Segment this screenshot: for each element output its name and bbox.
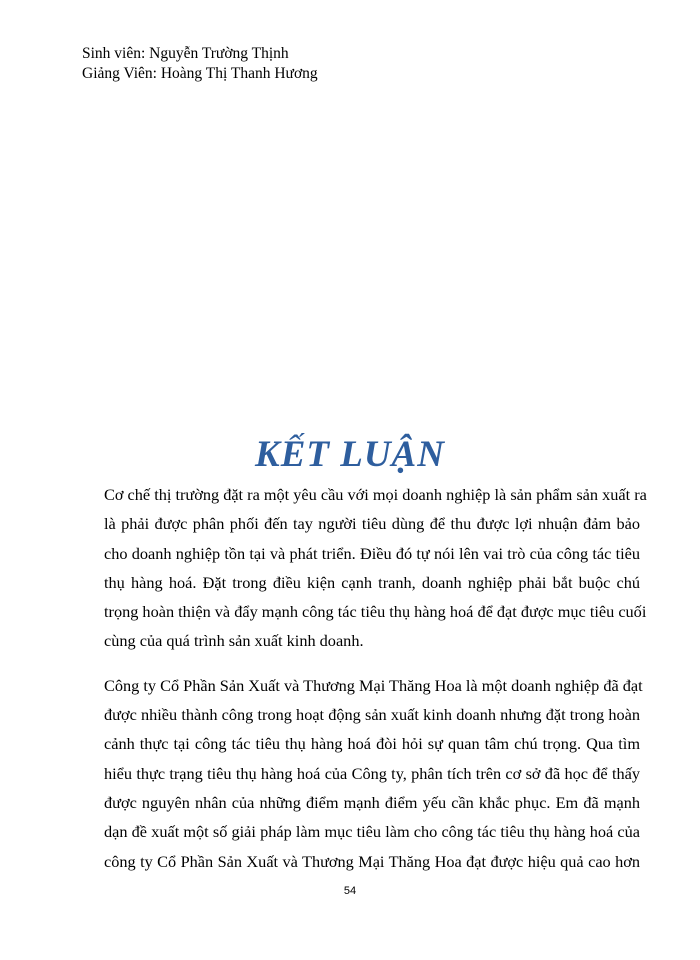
text-line: thụ hàng hoá. Đặt trong điều kiện cạnh tranh, doanh nghiệp phải bắt buộc chú bbox=[104, 572, 640, 592]
text-line: trọng hoàn thiện và đẩy mạnh công tác tiêu thụ hàng hoá để đạt được mục tiêu cuối bbox=[104, 602, 647, 622]
section-title: KẾT LUẬN bbox=[255, 434, 445, 475]
text-line: cảnh thực tại công tác tiêu thụ hàng hoá đòi hỏi sự quan tâm chú trọng. Qua tìm bbox=[104, 734, 640, 754]
text-line: được nhiều thành công trong hoạt động sản xuất kinh doanh nhưng đặt trong hoàn bbox=[104, 705, 640, 725]
text-line: được nguyên nhân của những điểm mạnh điểm yếu cần khắc phục. Em đã mạnh bbox=[104, 792, 640, 812]
text-line: cho doanh nghiệp tồn tại và phát triển. Điều đó tự nói lên vai trò của công tác tiêu bbox=[104, 543, 640, 563]
text-line: cùng của quá trình sản xuất kinh doanh. bbox=[104, 631, 364, 651]
text-line: dạn đề xuất một số giải pháp làm mục tiêu làm cho công tác tiêu thụ hàng hoá của bbox=[104, 822, 640, 842]
body-text bbox=[104, 480, 647, 876]
paragraph-1 bbox=[104, 480, 647, 656]
text-line: công ty Cổ Phần Sản Xuất và Thương Mại Thăng Hoa đạt được hiệu quả cao hơn bbox=[104, 851, 640, 871]
page-number: 54 bbox=[343, 885, 357, 897]
text-line: hiểu thực trạng tiêu thụ hàng hoá của Công ty, phân tích trên cơ sở đã học để thấy bbox=[104, 763, 640, 783]
lecturer-name: Giảng Viên: Hoàng Thị Thanh Hương bbox=[82, 65, 318, 82]
paragraph-2 bbox=[104, 671, 643, 876]
student-name: Sinh viên: Nguyễn Trường Thịnh bbox=[82, 45, 289, 62]
page-header bbox=[82, 44, 318, 84]
text-line: Công ty Cổ Phần Sản Xuất và Thương Mại Thăng Hoa là một doanh nghiệp đã đạt bbox=[104, 675, 643, 695]
text-line: Cơ chế thị trường đặt ra một yêu cầu với mọi doanh nghiệp là sản phẩm sản xuất ra bbox=[104, 485, 647, 504]
text-line: là phải được phân phối đến tay người tiêu dùng để thu được lợi nhuận đảm bảo bbox=[104, 514, 640, 534]
